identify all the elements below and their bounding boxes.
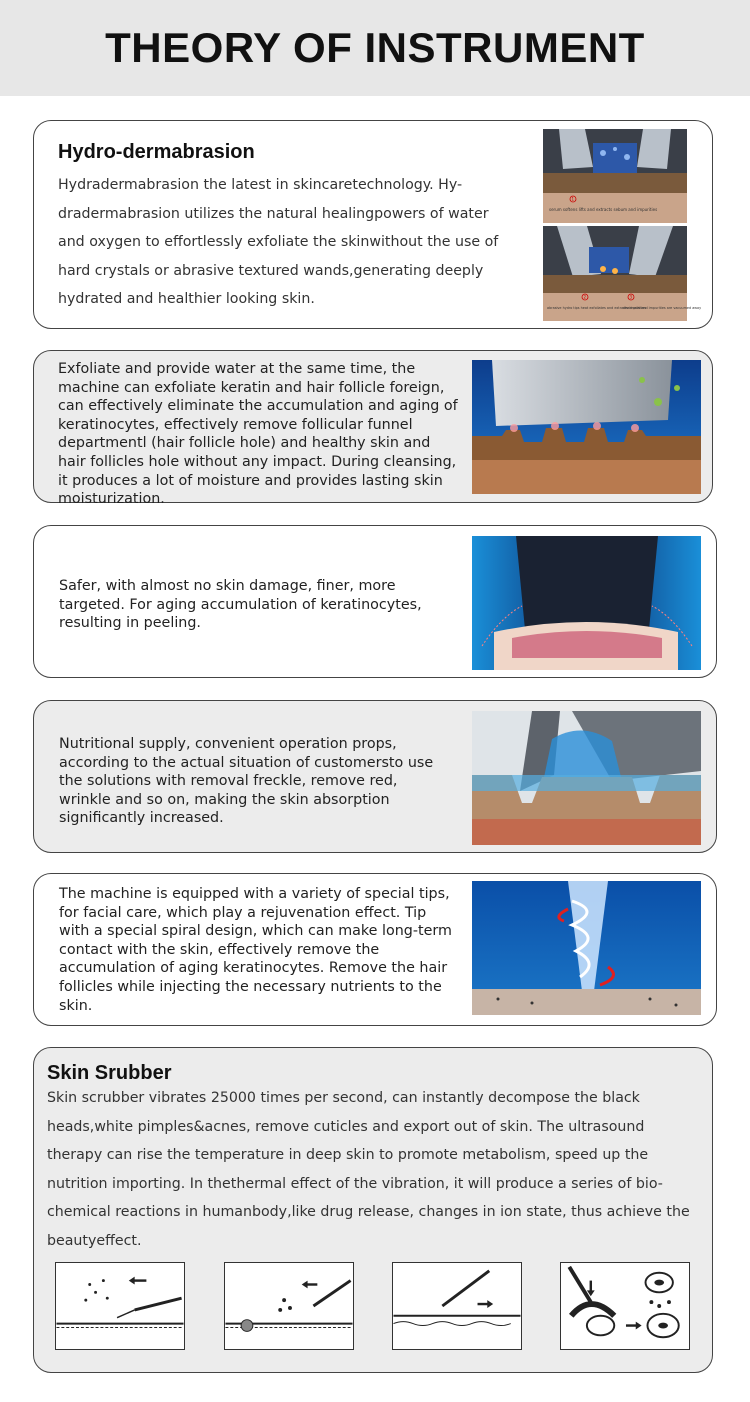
scrubber-step-1 bbox=[55, 1262, 185, 1350]
arrow-left-icon bbox=[302, 1281, 318, 1289]
scrubber-step-4 bbox=[560, 1262, 690, 1350]
svg-text:2: 2 bbox=[583, 294, 587, 300]
section-text: The machine is equipped with a variety of special tips, for facial care, which play a rejuvenation effect. Tip with a special spiral design, which can make long-term contact with the skin, effectively remove the accumulation of aging keratinocytes. Remove the hair follicles while injecting the necessary nutrients to the skin. bbox=[59, 886, 452, 1014]
card-hydro-dermabrasion bbox=[33, 120, 713, 329]
page-header bbox=[0, 0, 750, 96]
page-title: THEORY OF INSTRUMENT bbox=[105, 24, 645, 71]
peeling-illustration bbox=[472, 536, 701, 670]
section-text: Skin scrubber vibrates 25000 times per second, can instantly decompose the black heads,white pimples&acnes, remove cuticles and export out of skin. The ultrasound therapy can rise the temperature in deep skin to promote metabolism, speed up the nutrition importing. In thethermal effect of the vibration, it will produce a series of bio-chemical reactions in humanbody,like drug release, changes in ion state, thus achieve the beautyeffect. bbox=[47, 1090, 690, 1249]
exfoliation-illustration bbox=[472, 360, 701, 494]
arrow-right-icon bbox=[478, 1300, 494, 1308]
hydro-dermabrasion-diagram bbox=[543, 129, 702, 321]
nutrition-illustration bbox=[472, 711, 701, 845]
spiral-tip-illustration bbox=[472, 881, 701, 1015]
arrow-left-icon bbox=[129, 1277, 147, 1285]
svg-text:3: 3 bbox=[629, 294, 633, 300]
diagram-caption-bottom-left: abrasive hydro tips heat exfoliates and extracts impurities bbox=[547, 306, 647, 310]
section-text: Safer, with almost no skin damage, finer, more targeted. For aging accumulation of keratinocytes, resulting in peeling. bbox=[59, 578, 422, 632]
card-spiral-tips bbox=[33, 873, 717, 1026]
section-text: Nutritional supply, convenient operation props, according to the actual situation of customersto use the solutions with removal freckle, remove red, wrinkle and so on, making the skin absorption significantly increased. bbox=[59, 736, 434, 827]
scrubber-step-3 bbox=[392, 1262, 522, 1350]
section-text: Exfoliate and provide water at the same time, the machine can exfoliate keratin and hair follicle foreign, can effectively eliminate the accumulation and aging of keratinocytes, effectively remove follicular funnel departmentl (hair follicle hole) and healthy skin and hair follicles hole without any impact. During cleansing, it produces a lot of moisture and provides lasting skin moisturization. bbox=[58, 361, 458, 508]
section-text: Hydradermabrasion the latest in skincaretechnology. Hy-dradermabrasion utilizes the natural healingpowers of water and oxygen to effortlessly exfoliate the skinwithout the use of hard crystals or abrasive textured wands,generating deeply hydrated and healthier looking skin. bbox=[58, 177, 499, 307]
card-skin-scrubber bbox=[33, 1047, 713, 1373]
card-exfoliate bbox=[33, 350, 713, 508]
arrow-right-icon bbox=[626, 1322, 642, 1330]
diagram-caption-bottom-right: dead cells and impurities are vacuumed away bbox=[623, 306, 702, 310]
svg-text:1: 1 bbox=[571, 196, 575, 202]
card-nutritional-supply bbox=[33, 700, 717, 853]
section-title: Hydro-dermabrasion bbox=[58, 141, 255, 163]
scrubber-step-2 bbox=[224, 1262, 354, 1350]
diagram-caption-top: serum softens lifts and extracts sebum and impurities bbox=[549, 207, 658, 212]
section-title: Skin Srubber bbox=[47, 1062, 172, 1084]
card-safer bbox=[33, 525, 717, 678]
